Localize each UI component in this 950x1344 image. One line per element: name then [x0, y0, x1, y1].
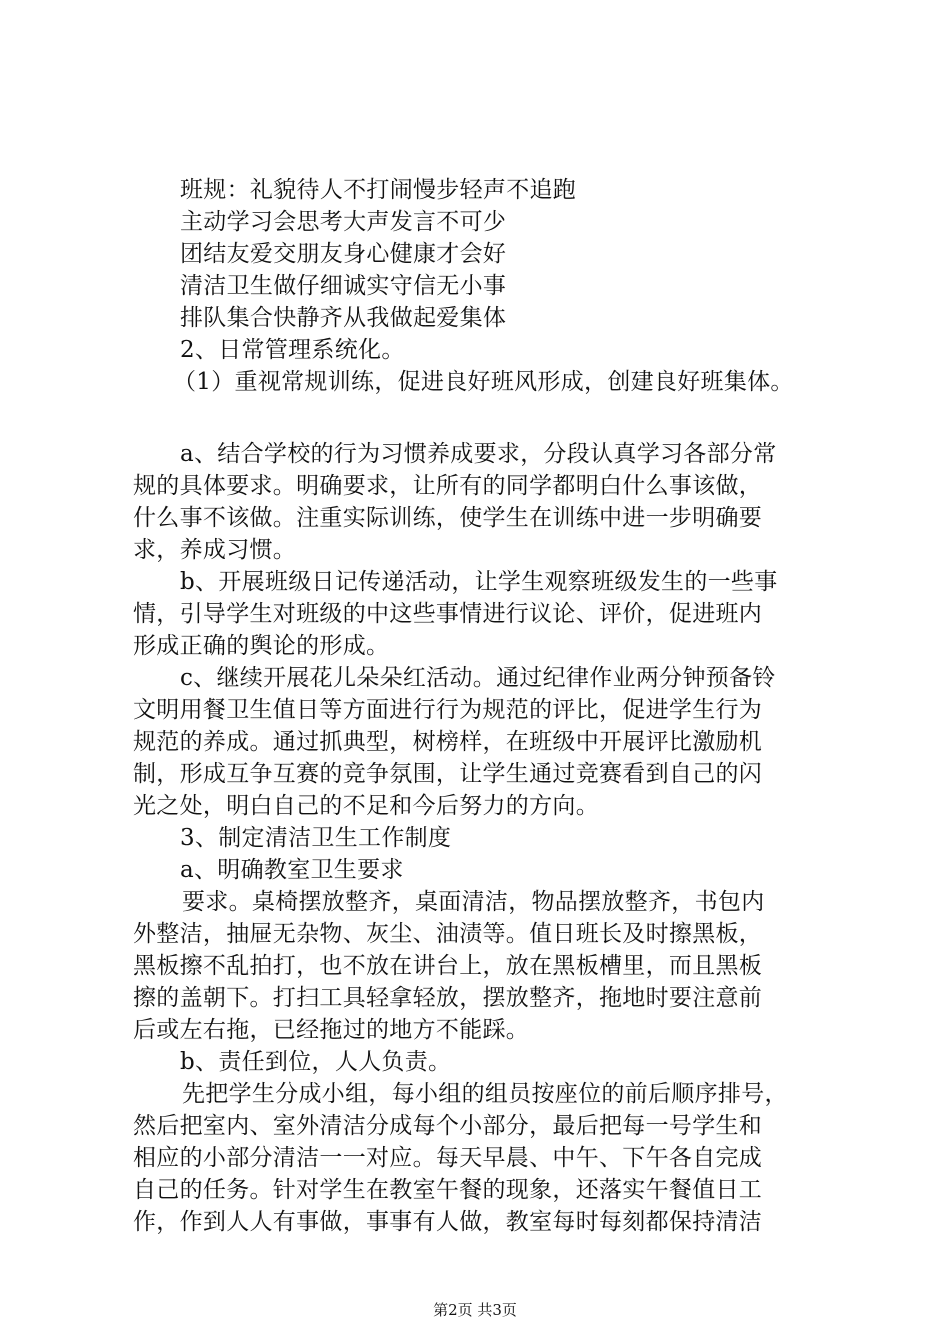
- paragraph-line: 要求。桌椅摆放整齐，桌面清洁，物品摆放整齐，书包内: [182, 889, 765, 915]
- paragraph-c: [133, 662, 833, 822]
- rule-line: 团结友爱交朋友身心健康才会好: [180, 241, 507, 267]
- paragraph-line: 擦的盖朝下。打扫工具轻拿轻放，摆放整齐，拖地时要注意前: [133, 985, 763, 1011]
- class-rules: [133, 174, 833, 334]
- paragraph-line: 情，引导学生对班级的中这些事情进行议论、评价，促进班内: [133, 601, 763, 627]
- paragraph-line: 作，作到人人有事做，事事有人做，教室每时每刻都保持清洁: [133, 1209, 763, 1235]
- paragraph-line: 然后把室内、室外清洁分成每个小部分，最后把每一号学生和: [133, 1113, 763, 1139]
- paragraph-b: [133, 566, 833, 662]
- rule-line: 班规：礼貌待人不打闹慢步轻声不追跑: [180, 177, 577, 203]
- section-3-heading: 3、制定清洁卫生工作制度: [180, 825, 452, 851]
- paragraph-line: 相应的小部分清洁一一对应。每天早晨、中午、下午各自完成: [133, 1145, 763, 1171]
- paragraph-line: 自己的任务。针对学生在教室午餐的现象，还落实午餐值日工: [133, 1177, 763, 1203]
- paragraph-line: 光之处，明白自己的不足和今后努力的方向。: [133, 793, 599, 819]
- paragraph-line: 制，形成互争互赛的竞争氛围，让学生通过竞赛看到自己的闪: [133, 761, 763, 787]
- paragraph-line: 规的具体要求。明确要求，让所有的同学都明白什么事该做，: [133, 473, 763, 499]
- paragraph-line: b、开展班级日记传递活动，让学生观察班级发生的一些事: [180, 569, 778, 595]
- paragraph-line: 形成正确的舆论的形成。: [133, 633, 390, 659]
- section-3-a-heading: a、明确教室卫生要求: [180, 857, 404, 883]
- paragraph-gap: [133, 398, 833, 438]
- paragraph-line: 什么事不该做。注重实际训练，使学生在训练中进一步明确要: [133, 505, 763, 531]
- paragraph-line: c、继续开展花儿朵朵红活动。通过纪律作业两分钟预备铃: [180, 665, 776, 691]
- rule-line: 主动学习会思考大声发言不可少: [180, 209, 507, 235]
- rule-line: 清洁卫生做仔细诚实守信无小事: [180, 273, 507, 299]
- paragraph-line: 先把学生分成小组，每小组的组员按座位的前后顺序排号，: [182, 1081, 788, 1107]
- section-2-heading: 2、日常管理系统化。: [180, 337, 405, 363]
- paragraph-line: 规范的养成。通过抓典型，树榜样，在班级中开展评比激励机: [133, 729, 763, 755]
- section-2-subheading: （1）重视常规训练，促进良好班风形成，创建良好班集体。: [173, 369, 794, 395]
- paragraph-line: 黑板擦不乱拍打，也不放在讲台上，放在黑板槽里，而且黑板: [133, 953, 763, 979]
- paragraph-duty: [133, 1078, 833, 1238]
- paragraph-a: [133, 438, 833, 566]
- paragraph-line: 求，养成习惯。: [133, 537, 297, 563]
- paragraph-requirements: [133, 886, 833, 1046]
- document-body: [133, 174, 833, 1238]
- paragraph-line: 文明用餐卫生值日等方面进行行为规范的评比，促进学生行为: [133, 697, 763, 723]
- paragraph-line: a、结合学校的行为习惯养成要求，分段认真学习各部分常: [180, 441, 777, 467]
- paragraph-line: 外整洁，抽屉无杂物、灰尘、油渍等。值日班长及时擦黑板，: [133, 921, 763, 947]
- page-number-footer: 第2页 共3页: [433, 1301, 517, 1319]
- rule-line: 排队集合快静齐从我做起爱集体: [180, 305, 507, 331]
- section-3-b-heading: b、责任到位，人人负责。: [180, 1049, 452, 1075]
- paragraph-line: 后或左右拖，已经拖过的地方不能踩。: [133, 1017, 530, 1043]
